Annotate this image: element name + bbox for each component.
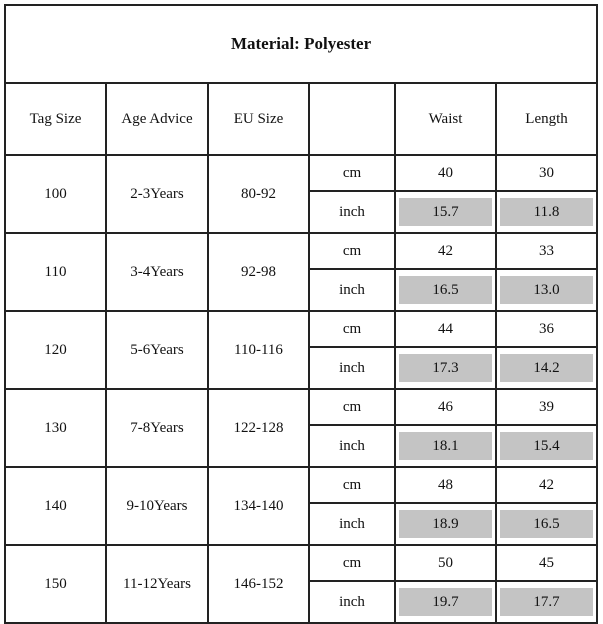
age-advice-cell: 9-10Years xyxy=(106,467,208,545)
waist-inch-cell xyxy=(395,503,496,545)
length-cm-cell: 36 xyxy=(496,311,597,347)
eu-size-cell: 80-92 xyxy=(208,155,309,233)
unit-inch-cell: inch xyxy=(309,269,395,311)
length-inch-cell-value: 15.4 xyxy=(500,432,593,460)
material-title: Material: Polyester xyxy=(5,5,597,83)
waist-inch-cell-value: 15.7 xyxy=(399,198,492,226)
waist-inch-cell xyxy=(395,269,496,311)
waist-inch-cell-value: 19.7 xyxy=(399,588,492,616)
length-inch-cell-value: 14.2 xyxy=(500,354,593,382)
waist-cm-cell: 44 xyxy=(395,311,496,347)
age-advice-cell: 11-12Years xyxy=(106,545,208,623)
age-advice-cell: 5-6Years xyxy=(106,311,208,389)
unit-cm-cell: cm xyxy=(309,545,395,581)
waist-inch-cell-value: 18.1 xyxy=(399,432,492,460)
waist-inch-cell xyxy=(395,581,496,623)
length-cm-cell: 39 xyxy=(496,389,597,425)
unit-cm-cell: cm xyxy=(309,467,395,503)
tag-size-cell: 100 xyxy=(5,155,106,233)
length-cm-cell: 30 xyxy=(496,155,597,191)
tag-size-cell: 140 xyxy=(5,467,106,545)
size-chart xyxy=(4,4,596,610)
length-inch-cell xyxy=(496,503,597,545)
unit-cm-cell: cm xyxy=(309,233,395,269)
size-row-cm xyxy=(5,155,597,191)
unit-inch-cell: inch xyxy=(309,503,395,545)
size-row-cm xyxy=(5,233,597,269)
header-age-advice: Age Advice xyxy=(106,83,208,155)
waist-inch-cell xyxy=(395,191,496,233)
length-inch-cell xyxy=(496,347,597,389)
length-cm-cell: 33 xyxy=(496,233,597,269)
header-length: Length xyxy=(496,83,597,155)
waist-cm-cell: 46 xyxy=(395,389,496,425)
waist-cm-cell: 42 xyxy=(395,233,496,269)
waist-cm-cell: 48 xyxy=(395,467,496,503)
header-tag-size: Tag Size xyxy=(5,83,106,155)
age-advice-cell: 2-3Years xyxy=(106,155,208,233)
eu-size-cell: 92-98 xyxy=(208,233,309,311)
eu-size-cell: 122-128 xyxy=(208,389,309,467)
size-row-cm xyxy=(5,467,597,503)
length-inch-cell xyxy=(496,269,597,311)
tag-size-cell: 130 xyxy=(5,389,106,467)
length-inch-cell-value: 11.8 xyxy=(500,198,593,226)
size-row-cm xyxy=(5,311,597,347)
header-unit xyxy=(309,83,395,155)
tag-size-cell: 110 xyxy=(5,233,106,311)
unit-inch-cell: inch xyxy=(309,425,395,467)
length-cm-cell: 45 xyxy=(496,545,597,581)
waist-inch-cell-value: 18.9 xyxy=(399,510,492,538)
age-advice-cell: 3-4Years xyxy=(106,233,208,311)
waist-inch-cell xyxy=(395,347,496,389)
eu-size-cell: 134-140 xyxy=(208,467,309,545)
waist-inch-cell-value: 16.5 xyxy=(399,276,492,304)
length-inch-cell-value: 17.7 xyxy=(500,588,593,616)
length-inch-cell-value: 13.0 xyxy=(500,276,593,304)
length-inch-cell xyxy=(496,425,597,467)
unit-cm-cell: cm xyxy=(309,389,395,425)
age-advice-cell: 7-8Years xyxy=(106,389,208,467)
header-eu-size: EU Size xyxy=(208,83,309,155)
header-row xyxy=(5,83,597,155)
unit-inch-cell: inch xyxy=(309,191,395,233)
waist-cm-cell: 50 xyxy=(395,545,496,581)
length-cm-cell: 42 xyxy=(496,467,597,503)
waist-inch-cell xyxy=(395,425,496,467)
unit-cm-cell: cm xyxy=(309,155,395,191)
unit-inch-cell: inch xyxy=(309,581,395,623)
size-table xyxy=(4,4,598,624)
size-row-cm xyxy=(5,389,597,425)
tag-size-cell: 150 xyxy=(5,545,106,623)
length-inch-cell-value: 16.5 xyxy=(500,510,593,538)
unit-inch-cell: inch xyxy=(309,347,395,389)
tag-size-cell: 120 xyxy=(5,311,106,389)
header-waist: Waist xyxy=(395,83,496,155)
length-inch-cell xyxy=(496,191,597,233)
waist-inch-cell-value: 17.3 xyxy=(399,354,492,382)
size-row-cm xyxy=(5,545,597,581)
waist-cm-cell: 40 xyxy=(395,155,496,191)
unit-cm-cell: cm xyxy=(309,311,395,347)
length-inch-cell xyxy=(496,581,597,623)
eu-size-cell: 146-152 xyxy=(208,545,309,623)
eu-size-cell: 110-116 xyxy=(208,311,309,389)
